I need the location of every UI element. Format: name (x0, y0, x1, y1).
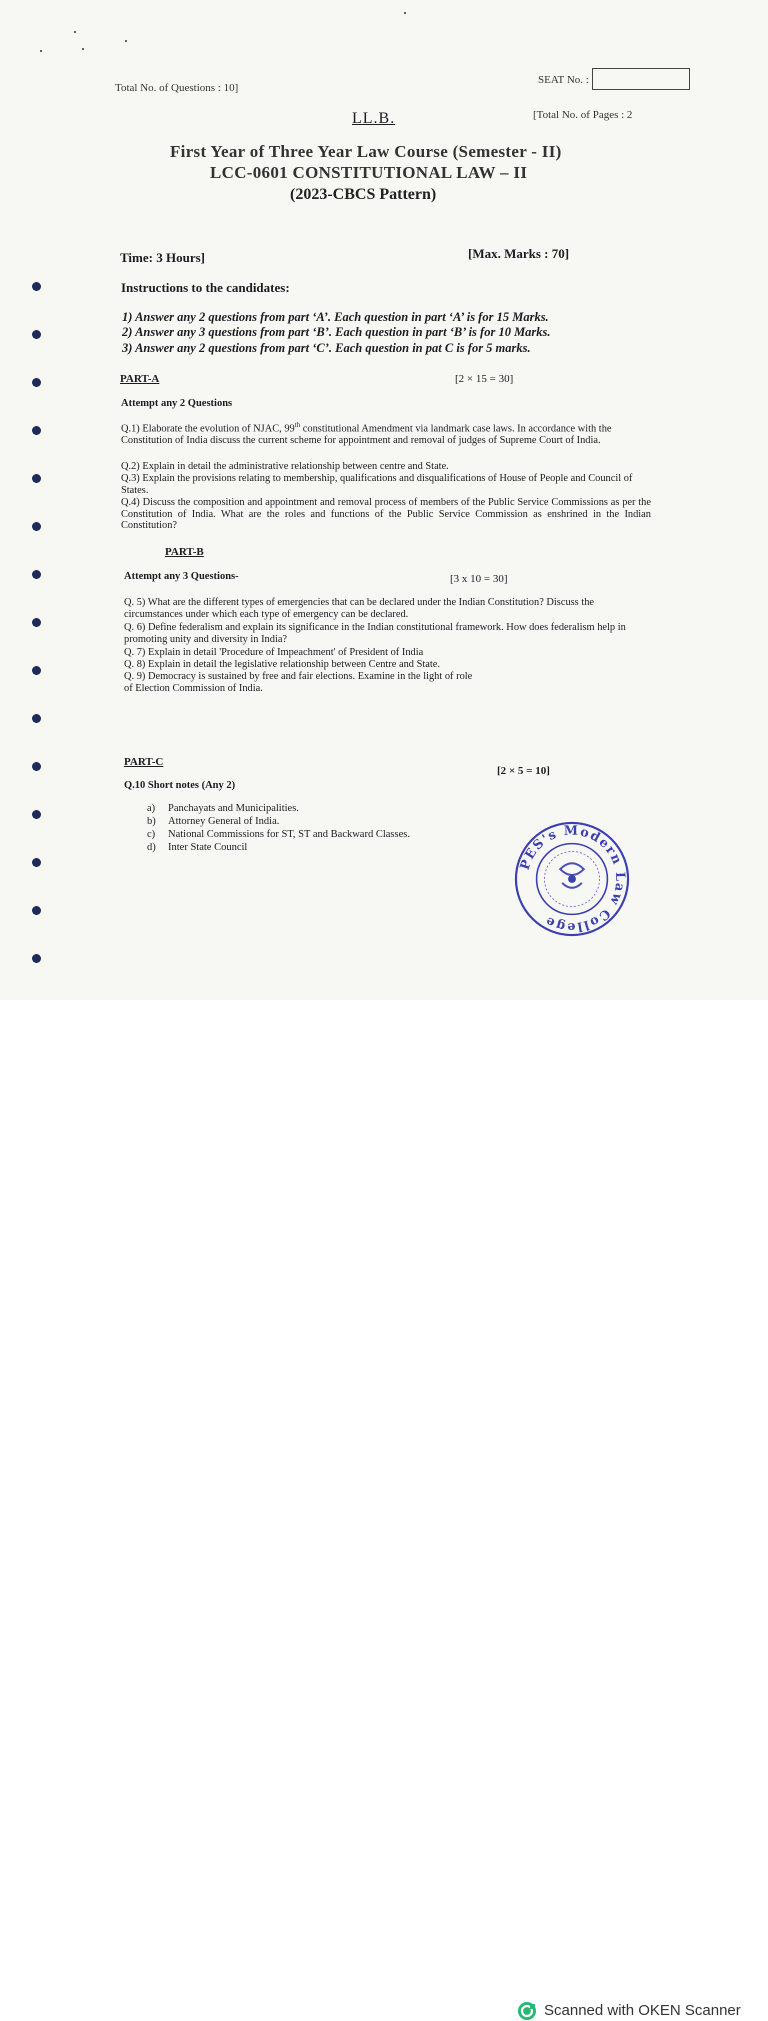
part-c-heading: Q.10 Short notes (Any 2) (124, 780, 236, 791)
binder-hole (32, 954, 41, 963)
part-a-label: PART-A (120, 373, 160, 385)
note-letter: d) (147, 842, 156, 853)
binder-hole (32, 810, 41, 819)
part-a-attempt: Attempt any 2 Questions (121, 398, 233, 409)
total-questions: Total No. of Questions : 10] (115, 82, 239, 94)
question-6: Q. 6) Define federalism and explain its significance in the Indian constitutional framework. How does federalism help in promoting unity and diversity in India? (124, 622, 626, 645)
part-b-marks: [3 x 10 = 30] (450, 573, 508, 585)
binder-hole (32, 330, 41, 339)
binder-hole (32, 762, 41, 771)
college-stamp (513, 820, 631, 938)
exam-paper (0, 0, 768, 1000)
binder-hole (32, 666, 41, 675)
binder-hole (32, 858, 41, 867)
seat-no-label: SEAT No. : (538, 74, 589, 86)
question-8: Q. 8) Explain in detail the legislative relationship between Centre and State. (124, 659, 440, 670)
instructions-heading: Instructions to the candidates: (121, 280, 290, 295)
seat-no-box (592, 68, 690, 90)
note-text: Inter State Council (168, 842, 248, 853)
total-pages: [Total No. of Pages : 2 (533, 109, 633, 121)
binder-hole (32, 906, 41, 915)
note-text: National Commissions for ST, ST and Backward Classes. (168, 829, 410, 840)
part-c-marks: [2 × 5 = 10] (497, 765, 550, 777)
binder-hole (32, 618, 41, 627)
scanner-credit: Scanned with OKEN Scanner (544, 2002, 741, 2019)
part-b-attempt: Attempt any 3 Questions- (124, 571, 239, 582)
max-marks: [Max. Marks : 70] (468, 246, 570, 261)
scan-speck (404, 12, 406, 14)
binder-hole (32, 522, 41, 531)
course-title: First Year of Three Year Law Course (Semester - II) (170, 142, 562, 161)
instruction-item: 3) Answer any 2 questions from part ‘C’. Each question in pat C is for 5 marks. (122, 341, 531, 355)
scanner-footer (0, 1000, 768, 2019)
scan-speck (125, 40, 127, 42)
scanner-logo-icon (517, 2001, 537, 2021)
binder-hole (32, 282, 41, 291)
paper-title: LCC-0601 CONSTITUTIONAL LAW – II (210, 163, 528, 182)
exam-time: Time: 3 Hours] (120, 250, 205, 265)
part-b-label: PART-B (165, 546, 204, 558)
question-7: Q. 7) Explain in detail 'Procedure of Impeachment' of President of India (124, 647, 424, 658)
question-1: Q.1) Elaborate the evolution of NJAC, 99th constitutional Amendment via landmark case laws. In accordance with the Constitution of India discuss the current scheme for appointment and removal of judges of Supreme Court of India. (121, 421, 612, 447)
question-5: Q. 5) What are the different types of emergencies that can be declared under the Indian Constitution? Discuss the circumstances under which each type of emergency can be declared. (124, 597, 595, 620)
scan-speck (40, 50, 42, 52)
instruction-item: 1) Answer any 2 questions from part ‘A’. Each question in part ‘A’ is for 15 Marks. (122, 310, 549, 324)
degree-title: LL.B. (352, 110, 396, 127)
binder-hole (32, 426, 41, 435)
stamp-text: PES's Modern Law College (517, 823, 628, 935)
note-text: Attorney General of India. (168, 816, 280, 827)
scan-speck (74, 31, 76, 33)
question-2: Q.2) Explain in detail the administrative relationship between centre and State. (121, 461, 449, 472)
note-letter: b) (147, 816, 156, 827)
question-9-cont: of Election Commission of India. (124, 683, 263, 694)
binder-hole (32, 714, 41, 723)
note-letter: a) (147, 803, 156, 814)
note-letter: c) (147, 829, 156, 840)
question-3: Q.3) Explain the provisions relating to membership, qualifications and disqualifications of House of People and Council of States. (121, 473, 633, 496)
note-text: Panchayats and Municipalities. (168, 803, 299, 814)
pattern-title: (2023-CBCS Pattern) (290, 186, 437, 203)
question-9: Q. 9) Democracy is sustained by free and fair elections. Examine in the light of role (124, 671, 473, 682)
scan-speck (82, 48, 84, 50)
binder-hole (32, 378, 41, 387)
binder-hole (32, 474, 41, 483)
part-a-marks: [2 × 15 = 30] (455, 373, 514, 385)
instruction-item: 2) Answer any 3 questions from part ‘B’. Each question in part ‘B’ is for 10 Marks. (122, 325, 551, 339)
binder-hole (32, 570, 41, 579)
part-c-label: PART-C (124, 756, 164, 768)
question-4: Q.4) Discuss the composition and appointment and removal process of members of the Public Service Commissions as per the Constitution of India. What are the roles and functions of the Public Service Commission as enshrined in the Indian Constitution? (121, 497, 651, 532)
